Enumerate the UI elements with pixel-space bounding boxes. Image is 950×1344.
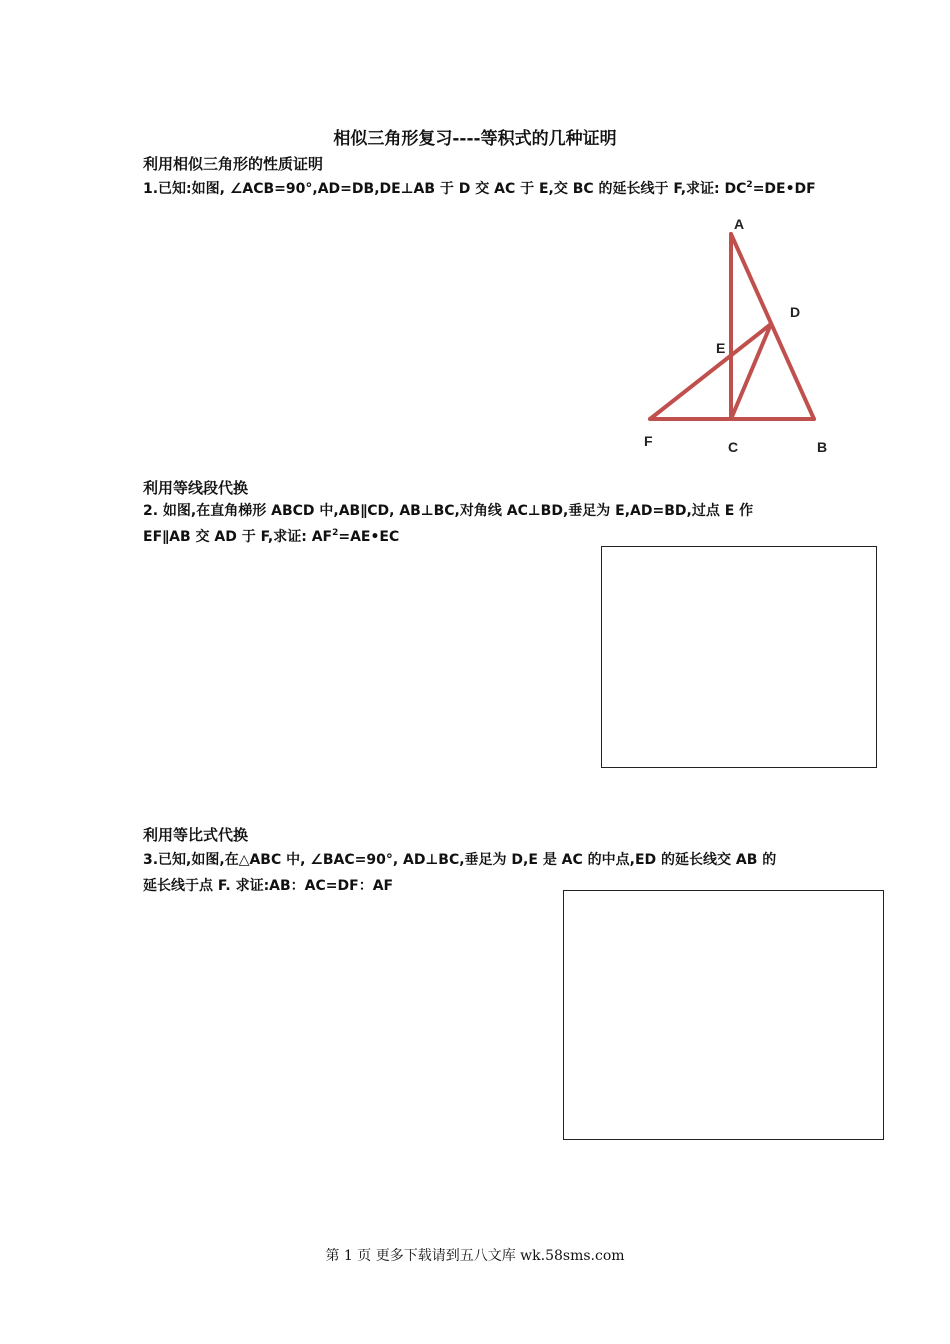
problem-1-superscript: 2	[746, 180, 753, 190]
section-heading-3: 利用等比式代换	[143, 826, 249, 844]
label-e: E	[716, 340, 726, 356]
problem-1-text-a: 1.已知:如图, ∠ACB=90°,AD=DB,DE⊥AB 于 D 交 AC 于 E,交 BC 的延长线于 F,求证: DC	[143, 181, 747, 197]
section-heading-2: 利用等线段代换	[143, 479, 249, 497]
problem-1-text	[143, 178, 816, 198]
page-footer: 第 1 页 更多下载请到五八文库 wk.58sms.com	[325, 1248, 625, 1264]
figure-1-triangle	[630, 210, 850, 460]
figure-1-lines	[650, 234, 814, 419]
problem-2-line-2	[143, 526, 399, 546]
problem-2-line-2-a: EF∥AB 交 AD 于 F,求证: AF	[143, 529, 333, 545]
problem-2-line-2-b: =AE•EC	[338, 529, 400, 545]
label-d: D	[790, 304, 801, 320]
section-heading-1: 利用相似三角形的性质证明	[143, 155, 324, 173]
label-f: F	[644, 433, 653, 449]
figure-3-placeholder	[563, 890, 884, 1140]
problem-2-superscript: 2	[332, 528, 339, 538]
problem-3-line-1: 3.已知,如图,在△ABC 中, ∠BAC=90°, AD⊥BC,垂足为 D,E 是 AC 的中点,ED 的延长线交 AB 的	[143, 852, 777, 868]
problem-2-line-1: 2. 如图,在直角梯形 ABCD 中,AB∥CD, AB⊥BC,对角线 AC⊥BD,垂足为 E,AD=BD,过点 E 作	[143, 503, 754, 519]
page-title: 相似三角形复习----等积式的几种证明	[333, 129, 617, 149]
figure-2-placeholder	[601, 546, 877, 768]
label-b: B	[817, 439, 828, 455]
problem-3-line-2: 延长线于点 F. 求证:AB：AC=DF：AF	[143, 878, 394, 894]
label-c: C	[728, 439, 739, 455]
problem-1-text-b: =DE•DF	[752, 181, 816, 197]
label-a: A	[734, 216, 745, 232]
